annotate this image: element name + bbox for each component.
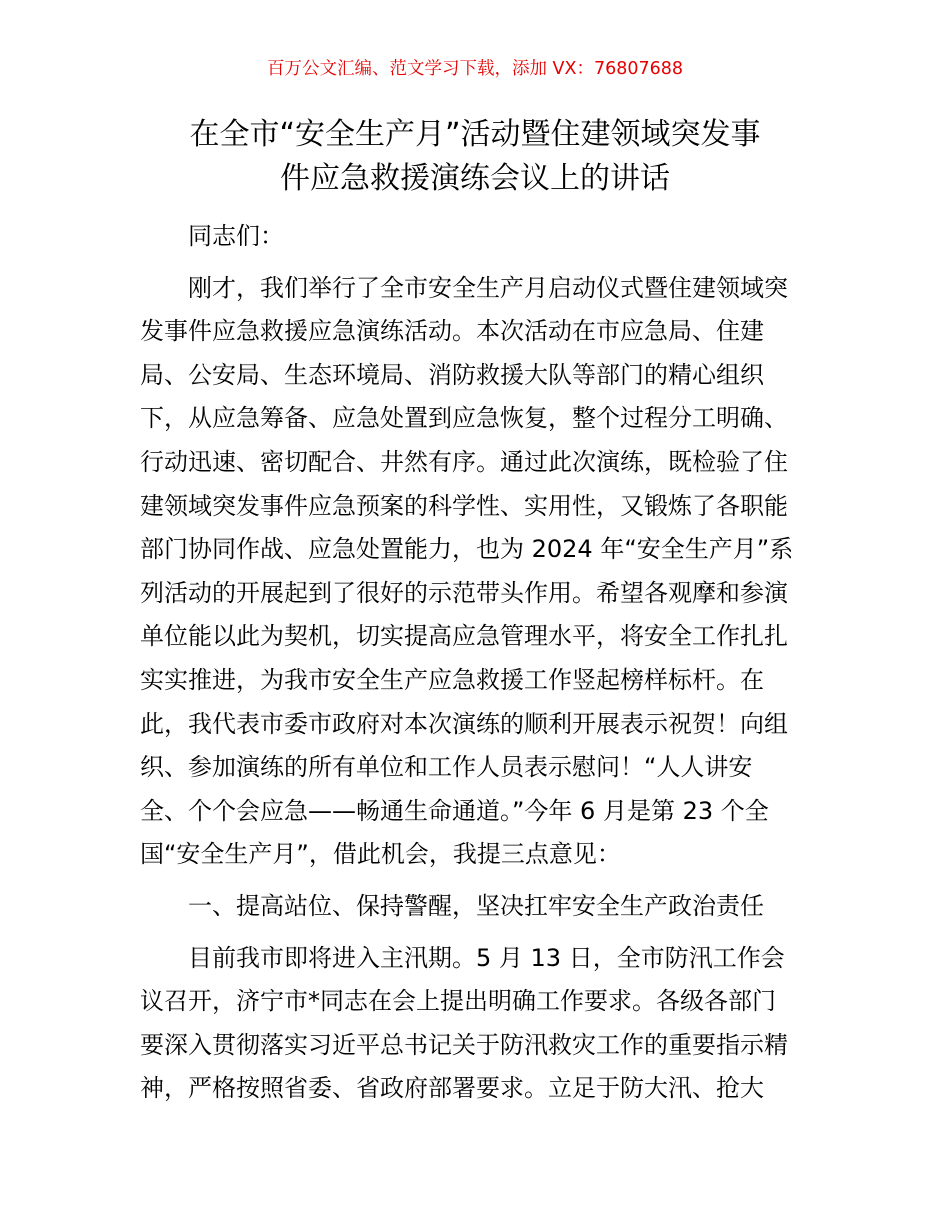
paragraph-line: 发事件应急救援应急演练活动。本次活动在市应急局、住建 bbox=[140, 317, 764, 346]
paragraph-line: 神，严格按照省委、省政府部署要求。立足于防大汛、抢大 bbox=[140, 1074, 764, 1103]
title-line: 件应急救援演练会议上的讲话 bbox=[280, 161, 670, 196]
paragraph-line: 全、个个会应急——畅通生命通道。”今年 6 月是第 23 个全 bbox=[140, 796, 769, 825]
paragraph-line: 目前我市即将进入主汛期。5 月 13 日，全市防汛工作会 bbox=[188, 943, 785, 972]
paragraph-line: 部门协同作战、应急处置能力，也为 2024 年“安全生产月”系 bbox=[140, 535, 794, 564]
paragraph-line: 要深入贯彻落实习近平总书记关于防汛救灾工作的重要指示精 bbox=[140, 1030, 788, 1059]
paragraph-gap bbox=[140, 877, 820, 885]
paragraph-line: 国“安全生产月”，借此机会，我提三点意见： bbox=[140, 840, 621, 869]
paragraph-line: 织、参加演练的所有单位和工作人员表示慰问！“人人讲安 bbox=[140, 753, 753, 782]
paragraph-line: 单位能以此为契机，切实提高应急管理水平，将安全工作扎扎 bbox=[140, 622, 788, 651]
paragraph-line: 局、公安局、生态环境局、消防救援大队等部门的精心组织 bbox=[140, 360, 764, 389]
watermark-header-note: 百万公文汇编、范文学习下载，添加 VX：76807688 bbox=[266, 59, 684, 79]
section-heading: 一、提高站位、保持警醒，坚决扛牢安全生产政治责任 bbox=[188, 891, 764, 920]
paragraph-line: 行动迅速、密切配合、井然有序。通过此次演练，既检验了住 bbox=[140, 447, 788, 476]
paragraph-line: 议召开，济宁市*同志在会上提出明确工作要求。各级各部门 bbox=[140, 987, 776, 1016]
paragraph-line: 实实推进，为我市安全生产应急救援工作竖起榜样标杆。在 bbox=[140, 665, 764, 694]
paragraph-gap bbox=[140, 929, 820, 937]
title-line: 在全市“安全生产月”活动暨住建领域突发事 bbox=[189, 117, 761, 152]
paragraph-gap bbox=[140, 259, 820, 267]
salutation: 同志们： bbox=[188, 222, 284, 250]
paragraph-2 bbox=[140, 937, 820, 1111]
paragraph-line: 下，从应急筹备、应急处置到应急恢复，整个过程分工明确、 bbox=[140, 404, 788, 433]
paragraph-line: 列活动的开展起到了很好的示范带头作用。希望各观摩和参演 bbox=[140, 578, 788, 607]
document-body bbox=[140, 215, 820, 1111]
paragraph-line: 建领域突发事件应急预案的科学性、实用性，又锻炼了各职能 bbox=[140, 491, 788, 520]
document-title bbox=[120, 113, 830, 201]
paragraph-line: 此，我代表市委市政府对本次演练的顺利开展表示祝贺！向组 bbox=[140, 709, 788, 738]
paragraph-1 bbox=[140, 267, 820, 877]
paragraph-line: 刚才，我们举行了全市安全生产月启动仪式暨住建领域突 bbox=[188, 273, 788, 302]
